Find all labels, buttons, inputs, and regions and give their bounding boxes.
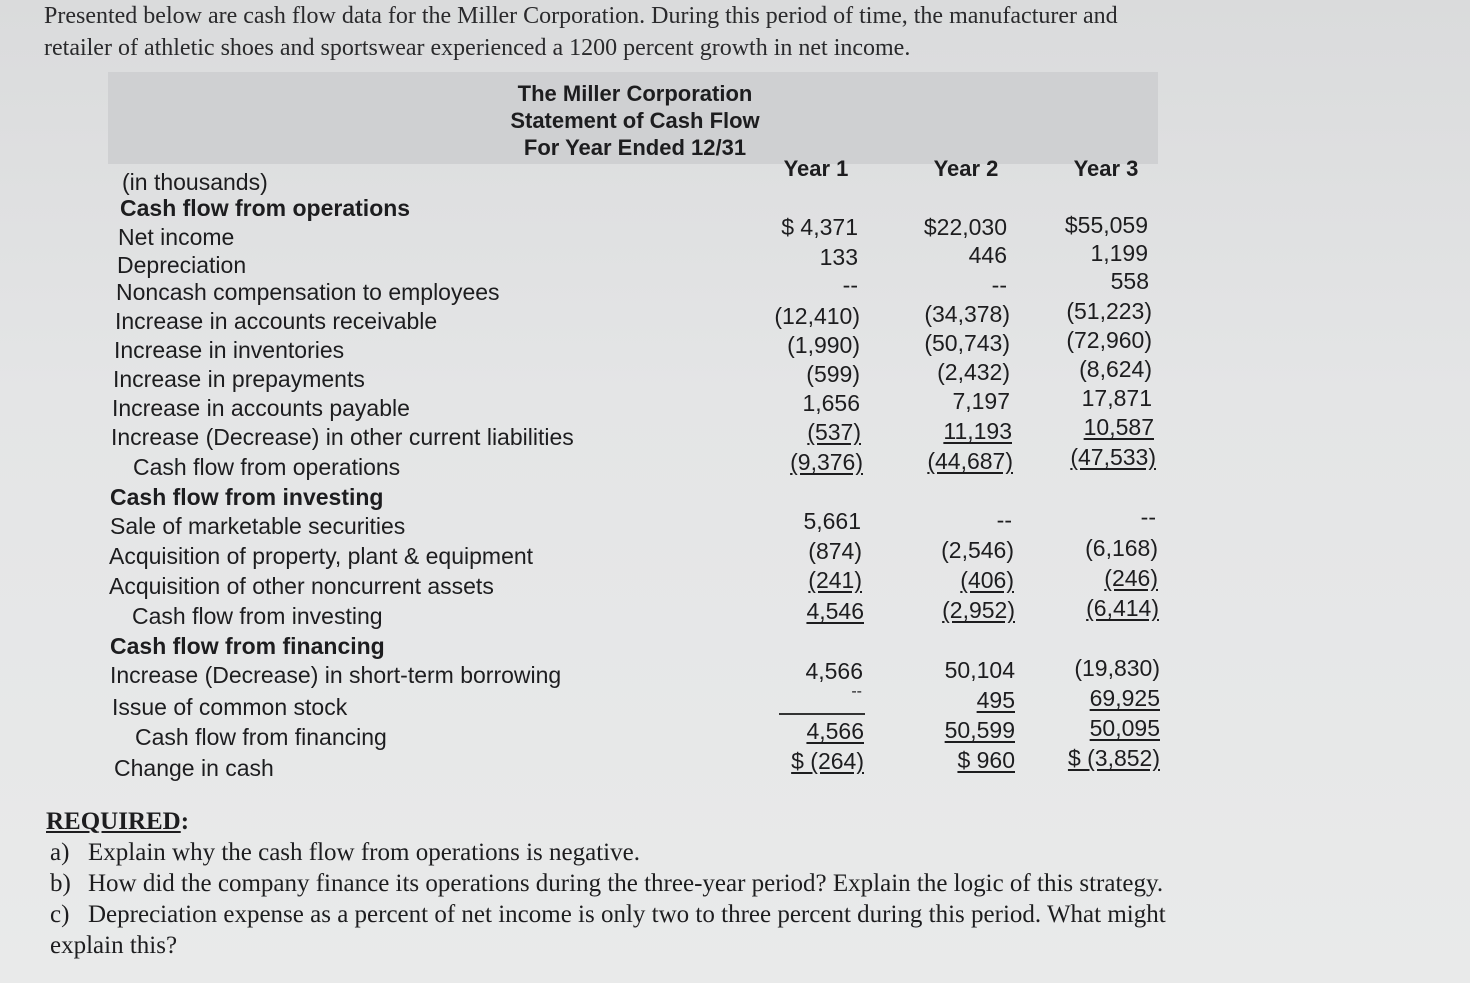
intro-line-1: Presented below are cash flow data for the Miller Corporation. During this period of time, the manufacturer and xyxy=(44,3,1118,29)
row-label-property-plant-equipment: Acquisition of property, plant & equipment xyxy=(109,543,534,569)
cell-financing-total-y2: 50,599 xyxy=(944,717,1015,743)
cell-receivable-y2: (34,378) xyxy=(924,301,1010,327)
row-label-operations-total: Cash flow from operations xyxy=(133,454,401,480)
cell-ppe-y3: (6,168) xyxy=(1085,535,1158,561)
cell-investing-total-y3: (6,414) xyxy=(1086,595,1159,621)
cell-operations-total-y2: (44,687) xyxy=(927,448,1013,474)
cell-common-stock-y2: 495 xyxy=(976,687,1015,713)
units-note: (in thousands) xyxy=(122,169,268,195)
cell-ppe-y2: (2,546) xyxy=(941,537,1014,563)
row-label-inventories: Increase in inventories xyxy=(114,337,345,363)
row-label-marketable-securities: Sale of marketable securities xyxy=(110,513,406,539)
cell-financing-total-y1: 4,566 xyxy=(806,718,864,744)
cell-depreciation-y3: 1,199 xyxy=(1090,240,1148,266)
cell-investing-total-y1: 4,546 xyxy=(806,598,864,624)
statement-title: Statement of Cash Flow xyxy=(510,108,760,133)
cell-marketable-y2: -- xyxy=(996,507,1012,533)
row-label-common-stock: Issue of common stock xyxy=(112,694,348,720)
cell-noncash-y2: -- xyxy=(991,272,1007,298)
statement-heading xyxy=(0,80,1270,161)
cell-operations-total-y3: (47,533) xyxy=(1070,444,1156,470)
row-label-financing-heading: Cash flow from financing xyxy=(110,633,385,659)
cell-inventories-y3: (72,960) xyxy=(1066,327,1152,353)
cell-inventories-y2: (50,743) xyxy=(924,330,1010,356)
cell-noncash-y3: 558 xyxy=(1110,268,1149,294)
row-label-net-income: Net income xyxy=(118,224,235,250)
cell-ppe-y1: (874) xyxy=(808,538,862,564)
cell-operations-total-y1: (9,376) xyxy=(790,449,863,475)
column-header-year-1: Year 1 xyxy=(783,156,849,181)
cell-inventories-y1: (1,990) xyxy=(787,332,860,358)
cell-marketable-y1: 5,661 xyxy=(803,508,861,534)
question-c-text: Depreciation expense as a percent of net income is only two to three percent during this period. What might xyxy=(88,901,1166,928)
required-title: REQUIRED: xyxy=(46,808,190,835)
intro-paragraph xyxy=(44,0,1444,64)
cell-other-liabilities-y2: 11,193 xyxy=(943,418,1012,444)
row-label-financing-total: Cash flow from financing xyxy=(135,724,387,750)
cell-prepayments-y3: (8,624) xyxy=(1079,356,1152,382)
cell-net-income-y2: $22,030 xyxy=(923,214,1007,240)
row-label-prepayments: Increase in prepayments xyxy=(113,366,365,392)
question-b-letter: b) xyxy=(50,870,71,897)
cell-other-liabilities-y1: (537) xyxy=(807,419,861,445)
cell-common-stock-y1: -- xyxy=(851,683,862,700)
row-label-other-current-liabilities: Increase (Decrease) in other current liabilities xyxy=(111,424,574,450)
cell-depreciation-y2: 446 xyxy=(968,242,1007,268)
cell-receivable-y1: (12,410) xyxy=(774,303,860,329)
column-header-year-2: Year 2 xyxy=(933,156,999,181)
cell-short-term-y3: (19,830) xyxy=(1074,655,1160,681)
cell-prepayments-y1: (599) xyxy=(806,361,860,387)
cell-receivable-y3: (51,223) xyxy=(1066,298,1152,324)
question-b-text: How did the company finance its operations during the three-year period? Explain the logic of this strategy. xyxy=(88,870,1164,897)
cell-financing-total-y3: 50,095 xyxy=(1089,715,1160,741)
cell-noncurrent-y3: (246) xyxy=(1104,565,1158,591)
cell-prepayments-y2: (2,432) xyxy=(937,359,1010,385)
required-section xyxy=(46,806,1446,961)
intro-line-2: retailer of athletic shoes and sportswear experienced a 1200 percent growth in net income. xyxy=(44,35,911,61)
cell-net-income-y3: $55,059 xyxy=(1064,212,1148,238)
statement-period: For Year Ended 12/31 xyxy=(523,135,747,160)
column-header-year-3: Year 3 xyxy=(1073,156,1139,181)
rule-financing-y1 xyxy=(779,713,865,715)
row-label-accounts-receivable: Increase in accounts receivable xyxy=(115,308,438,334)
cell-payable-y1: 1,656 xyxy=(802,390,860,416)
cell-investing-total-y2: (2,952) xyxy=(942,597,1015,623)
question-c xyxy=(46,899,1446,930)
cell-short-term-y1: 4,566 xyxy=(805,658,863,684)
question-b xyxy=(46,868,1446,899)
row-label-short-term-borrowing: Increase (Decrease) in short-term borrowing xyxy=(110,662,562,688)
row-label-change-in-cash: Change in cash xyxy=(114,755,274,781)
cell-depreciation-y1: 133 xyxy=(819,244,858,270)
row-label-investing-heading: Cash flow from investing xyxy=(110,484,384,510)
question-a xyxy=(46,837,1446,868)
row-label-noncash-compensation: Noncash compensation to employees xyxy=(116,279,500,305)
cell-common-stock-y3: 69,925 xyxy=(1089,685,1160,711)
question-a-letter: a) xyxy=(50,839,70,866)
row-label-other-noncurrent-assets: Acquisition of other noncurrent assets xyxy=(109,573,494,599)
row-label-depreciation: Depreciation xyxy=(117,252,247,278)
row-label-accounts-payable: Increase in accounts payable xyxy=(112,395,410,421)
cell-other-liabilities-y3: 10,587 xyxy=(1083,414,1154,440)
question-c-continuation: explain this? xyxy=(50,932,178,959)
cell-short-term-y2: 50,104 xyxy=(944,657,1015,683)
question-c-letter: c) xyxy=(50,901,70,928)
cell-change-in-cash-y2: $ 960 xyxy=(957,747,1015,773)
cell-payable-y3: 17,871 xyxy=(1081,385,1152,411)
cell-change-in-cash-y1: $ (264) xyxy=(791,748,864,774)
cell-net-income-y1: $ 4,371 xyxy=(781,214,858,240)
cell-noncash-y1: -- xyxy=(842,272,858,298)
cell-noncurrent-y1: (241) xyxy=(808,567,862,593)
question-a-text: Explain why the cash flow from operations is negative. xyxy=(88,839,640,866)
cell-change-in-cash-y3: $ (3,852) xyxy=(1067,745,1160,771)
company-name: The Miller Corporation xyxy=(517,81,753,106)
cell-marketable-y3: -- xyxy=(1140,504,1156,530)
row-label-investing-total: Cash flow from investing xyxy=(132,603,383,629)
cell-noncurrent-y2: (406) xyxy=(960,567,1014,593)
row-label-operations-heading: Cash flow from operations xyxy=(120,195,411,221)
cell-payable-y2: 7,197 xyxy=(952,388,1010,414)
